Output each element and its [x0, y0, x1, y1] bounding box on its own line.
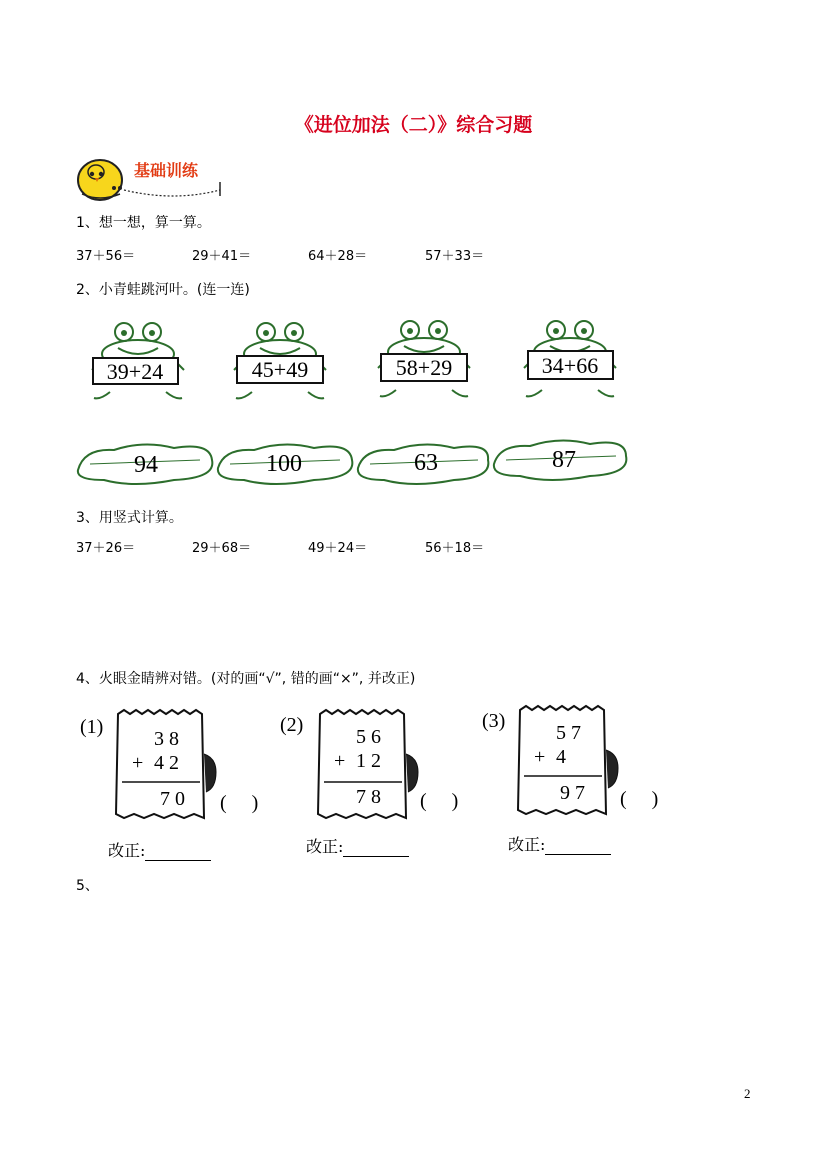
leaf-value: 63 [414, 450, 438, 476]
problem-2-operator: + [334, 750, 346, 772]
problem-1-result: 7 0 [160, 788, 185, 810]
fix-answer-line[interactable] [145, 846, 211, 861]
leaf-value: 87 [552, 447, 576, 473]
fix-label: 改正: [306, 837, 344, 856]
problem-3-answer-bracket[interactable]: ( ) [620, 788, 659, 810]
problem-1-bottom: 4 2 [154, 752, 179, 774]
q1-expression: 57＋33＝ [425, 249, 485, 264]
frogs-row [76, 312, 636, 412]
page-title: 《进位加法（二）》综合习题 [294, 114, 533, 136]
frog-expression: 45+49 [251, 357, 309, 382]
problem-3-top: 5 7 [556, 722, 581, 744]
question-4-label: 4、火眼金睛辨对错。(对的画“√”, 错的画“×”, 并改正) [76, 671, 416, 687]
problem-2-bottom: 1 2 [356, 750, 381, 772]
fix-answer-line[interactable] [343, 842, 409, 857]
q3-expression: 37＋26＝ [76, 541, 136, 556]
problem-2-result: 7 8 [356, 786, 381, 808]
fix-label: 改正: [108, 841, 146, 860]
frog-expression: 39+24 [106, 359, 164, 384]
question-2-label: 2、小青蛙跳河叶。(连一连) [76, 282, 250, 298]
problem-1-top: 3 8 [154, 728, 179, 750]
page-number: 2 [744, 1086, 751, 1101]
question-3-label: 3、用竖式计算。 [76, 510, 183, 526]
section-badge-label: 基础训练 [134, 161, 199, 180]
problem-1-index: (1) [80, 716, 104, 738]
fix-label: 改正: [508, 835, 546, 854]
q3-expression: 29＋68＝ [192, 541, 252, 556]
problem-1-answer-bracket[interactable]: ( ) [220, 792, 259, 814]
problem-3-fix [508, 832, 611, 855]
section-badge [74, 150, 234, 206]
problem-3-operator: + [534, 746, 546, 768]
q3-expression: 56＋18＝ [425, 541, 485, 556]
problem-3-result: 9 7 [560, 782, 585, 804]
problem-3-bottom: 4 [556, 746, 566, 768]
frog-expression: 58+29 [395, 355, 453, 380]
leaf-value: 94 [134, 452, 158, 478]
problem-2-top: 5 6 [356, 726, 381, 748]
leaves-row [74, 434, 634, 490]
problem-2-fix [306, 834, 409, 857]
problem-1-fix [108, 838, 211, 861]
q1-expression: 37＋56＝ [76, 249, 136, 264]
frog-expression: 34+66 [541, 353, 599, 378]
problem-2-answer-bracket[interactable]: ( ) [420, 790, 459, 812]
leaf-value: 100 [266, 451, 302, 477]
q1-expression: 29＋41＝ [192, 249, 252, 264]
problem-2-index: (2) [280, 714, 304, 736]
question-5-label: 5、 [76, 878, 99, 894]
question-1-label: 1、想一想，算一算。 [76, 215, 211, 231]
q1-expression: 64＋28＝ [308, 249, 368, 264]
q3-expression: 49＋24＝ [308, 541, 368, 556]
problem-1-operator: + [132, 752, 144, 774]
fix-answer-line[interactable] [545, 840, 611, 855]
problem-3-index: (3) [482, 710, 506, 732]
